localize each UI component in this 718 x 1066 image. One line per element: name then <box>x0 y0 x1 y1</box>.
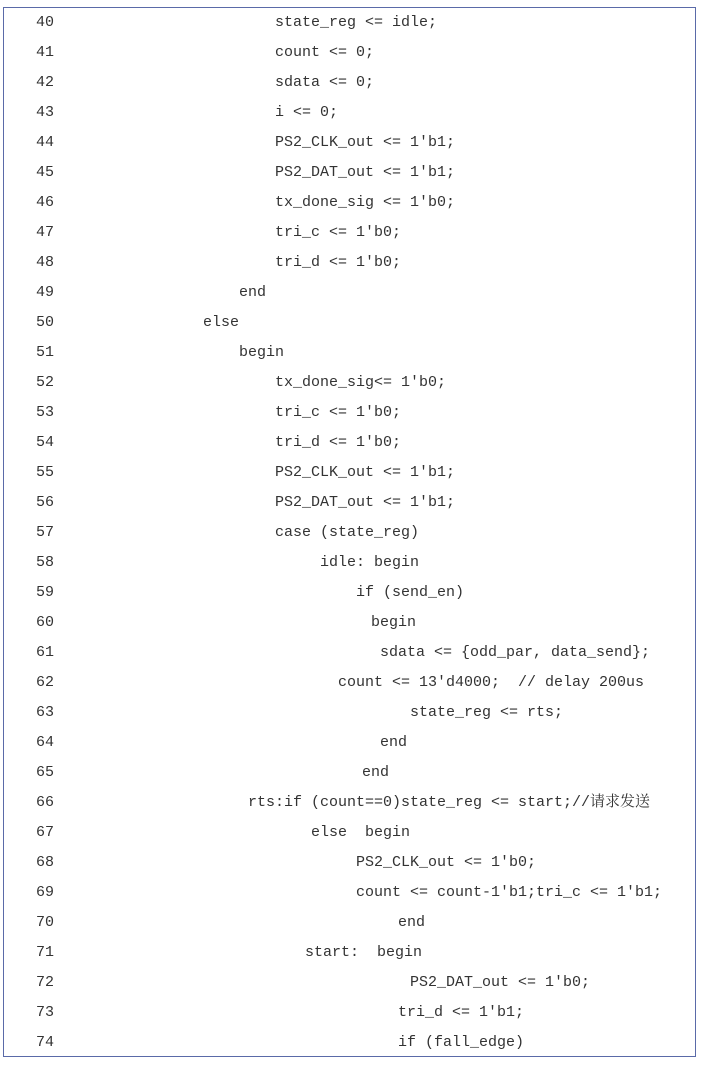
line-code: tri_c <= 1'b0; <box>275 224 402 241</box>
line-code: end <box>398 914 426 931</box>
line-number: 70 <box>36 914 55 931</box>
line-number: 60 <box>36 614 55 631</box>
line-code: tri_c <= 1'b0; <box>275 404 402 421</box>
line-number: 64 <box>36 734 55 751</box>
line-code: state_reg <= idle; <box>275 14 438 31</box>
line-number: 42 <box>36 74 55 91</box>
line-code: PS2_DAT_out <= 1'b0; <box>410 974 591 991</box>
line-code: tri_d <= 1'b0; <box>275 434 402 451</box>
line-code: begin <box>239 344 285 361</box>
line-number: 67 <box>36 824 55 841</box>
line-code: state_reg <= rts; <box>410 704 564 721</box>
line-number: 56 <box>36 494 55 511</box>
line-code: case (state_reg) <box>275 524 420 541</box>
line-code: else <box>203 314 240 331</box>
line-number: 52 <box>36 374 55 391</box>
line-number: 55 <box>36 464 55 481</box>
line-code: tx_done_sig<= 1'b0; <box>275 374 447 391</box>
line-number: 69 <box>36 884 55 901</box>
line-code: tri_d <= 1'b1; <box>398 1004 525 1021</box>
line-number: 44 <box>36 134 55 151</box>
line-number: 40 <box>36 14 55 31</box>
line-number: 65 <box>36 764 55 781</box>
line-code: PS2_DAT_out <= 1'b1; <box>275 494 456 511</box>
line-number: 58 <box>36 554 55 571</box>
line-number: 53 <box>36 404 55 421</box>
line-number: 48 <box>36 254 55 271</box>
line-code: i <= 0; <box>275 104 339 121</box>
line-number: 45 <box>36 164 55 181</box>
line-code: PS2_CLK_out <= 1'b1; <box>275 134 456 151</box>
line-number: 72 <box>36 974 55 991</box>
line-code: PS2_CLK_out <= 1'b0; <box>356 854 537 871</box>
line-code: rts:if (count==0)state_reg <= start;//请求发送 <box>248 794 651 811</box>
line-code: end <box>239 284 267 301</box>
line-number: 41 <box>36 44 55 61</box>
line-code: if (fall_edge) <box>398 1034 525 1051</box>
line-number: 59 <box>36 584 55 601</box>
line-code: sdata <= {odd_par, data_send}; <box>380 644 651 661</box>
line-number: 74 <box>36 1034 55 1051</box>
line-code: PS2_DAT_out <= 1'b1; <box>275 164 456 181</box>
line-number: 68 <box>36 854 55 871</box>
line-code: end <box>380 734 408 751</box>
line-number: 61 <box>36 644 55 661</box>
line-number: 51 <box>36 344 55 361</box>
line-number: 57 <box>36 524 55 541</box>
line-number: 66 <box>36 794 55 811</box>
line-number: 62 <box>36 674 55 691</box>
line-code: count <= 0; <box>275 44 375 61</box>
code-listing <box>3 7 696 1057</box>
line-number: 50 <box>36 314 55 331</box>
line-number: 49 <box>36 284 55 301</box>
line-code: start: begin <box>305 944 423 961</box>
line-code: count <= 13'd4000; // delay 200us <box>338 674 645 691</box>
line-code: end <box>362 764 390 781</box>
line-code: idle: begin <box>320 554 420 571</box>
line-number: 46 <box>36 194 55 211</box>
line-number: 63 <box>36 704 55 721</box>
line-code: else begin <box>311 824 411 841</box>
line-code: tri_d <= 1'b0; <box>275 254 402 271</box>
line-code: sdata <= 0; <box>275 74 375 91</box>
line-code: begin <box>371 614 417 631</box>
line-number: 73 <box>36 1004 55 1021</box>
line-code: if (send_en) <box>356 584 465 601</box>
line-number: 54 <box>36 434 55 451</box>
line-code: PS2_CLK_out <= 1'b1; <box>275 464 456 481</box>
line-number: 47 <box>36 224 55 241</box>
line-number: 71 <box>36 944 55 961</box>
line-code: count <= count-1'b1;tri_c <= 1'b1; <box>356 884 663 901</box>
line-code: tx_done_sig <= 1'b0; <box>275 194 456 211</box>
line-number: 43 <box>36 104 55 121</box>
